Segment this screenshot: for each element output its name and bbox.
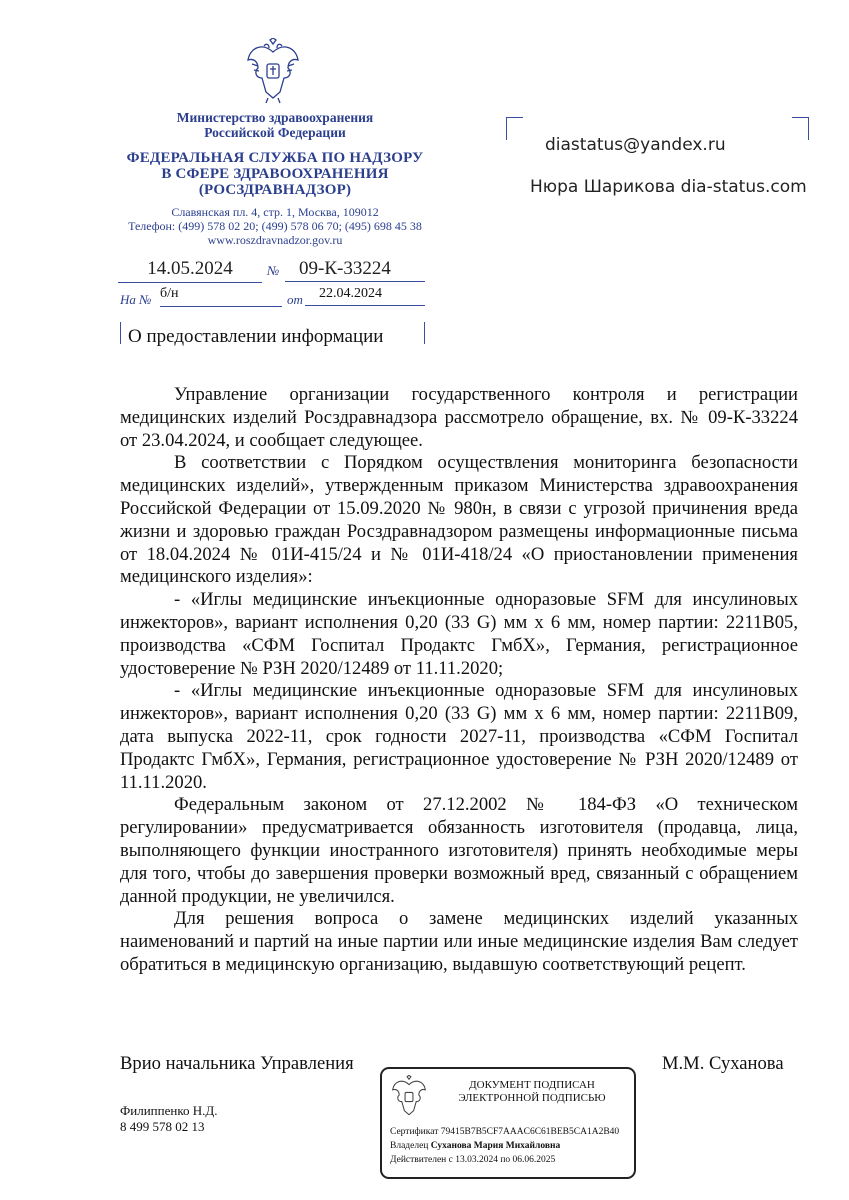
outgoing-number: 09-К-33224 [285,258,425,282]
subject-bracket-left [120,322,125,344]
website: www.roszdravnadzor.gov.ru [207,233,343,247]
list-item-1: - «Иглы медицинские инъекционные одноразовые SFM для инсулиновых инжекторов», вариант исполнения 0,20 (33 G) мм х 6 мм, номер партии: 2211В05, производства «СФМ Госпитал Продактс ГмбХ», Германия, регистрационное удостоверение № РЗН 2020/12489 от 11.11.2020; [120,589,798,679]
service-line3: (РОСЗДРАВНАДЗОР) [198,182,352,198]
service-line1: ФЕДЕРАЛЬНАЯ СЛУЖБА ПО НАДЗОРУ [126,150,424,166]
executor-phone: 8 499 578 02 13 [120,1119,205,1134]
paragraph-3: Федеральным законом от 27.12.2002 № 184-ФЗ «О техническом регулировании» предусматривается обязанность изготовителя (продавца, лица, выполняющего функции иностранного изготовителя) принять необходимые меры для того, чтобы до завершения проверки возможный вред, связанный с обращением данной продукции, не увеличился. [120,794,798,907]
stamp-validity: Действителен с 13.03.2024 по 06.06.2025 [390,1155,556,1165]
paragraph-2: В соответствии с Порядком осуществления мониторинга безопасности медицинских изделий», утвержденным приказом Министерства здравоохранения Российской Федерации от 15.09.2020 № 980н, в связи с угрозой причинения вреда жизни и здоровью граждан Росздравнадзором размещены информационные письма от 18.04.2024 № 01И-415/24 и № 01И-418/24 «О приостановлении применения медицинского изделия»: [120,452,798,588]
number-label: № [267,263,280,278]
executor-name: Филиппенко Н.Д. [120,1103,218,1118]
service-line2: В СФЕРЕ ЗДРАВООХРАНЕНИЯ [161,166,389,182]
stamp-owner-label: Владелец [390,1141,429,1151]
ref-number: б/н [160,286,282,307]
subject: О предоставлении информации [128,326,384,347]
addressee-corner-left [506,117,523,140]
ref-date: 22.04.2024 [305,286,425,306]
paragraph-1: Управление организации государственного контроля и регистрации медицинских изделий Росздравнадзора рассмотрело обращение, вх. № 09-К-33224 от 23.04.2024, и сообщает следующее. [120,384,798,451]
executor [120,1103,217,1135]
signatory-position: Врио начальника Управления [120,1053,354,1074]
stamp-title [442,1079,622,1105]
ministry-name [110,110,440,140]
stamp-title-line2: ЭЛЕКТРОННОЙ ПОДПИСЬЮ [458,1092,606,1104]
stamp-owner-line [390,1141,560,1151]
coat-of-arms-emblem [244,38,302,104]
service-name [110,150,440,198]
from-label: от [287,292,303,307]
subject-bracket-right [420,322,425,344]
addressee-email: diastatus@yandex.ru [545,135,726,155]
outgoing-date: 14.05.2024 [118,258,262,283]
e-signature-stamp [380,1067,636,1179]
ministry-line1: Министерство здравоохранения [176,110,374,125]
list-item-2: - «Иглы медицинские инъекционные одноразовые SFM для инсулиновых инжекторов», вариант исполнения 0,20 (33 G) мм х 6 мм, номер партии: 2211В09, дата выпуска 2022-11, срок годности 2027-11, производства «СФМ Госпитал Продактс ГмбХ», Германия, регистрационное удостоверение № РЗН 2020/12489 от 11.11.2020. [120,680,798,793]
address: Славянская пл. 4, стр. 1, Москва, 109012 [171,205,379,219]
stamp-owner: Суханова Мария Михайловна [430,1141,561,1151]
addressee-corner-right [792,117,809,140]
ministry-line2: Российской Федерации [204,125,346,140]
signatory-name: М.М. Суханова [662,1053,784,1074]
stamp-emblem-icon [390,1075,428,1119]
letter-body [120,384,798,977]
ref-label: На № [120,292,152,307]
paragraph-4: Для решения вопроса о замене медицинских изделий указанных наименований и партий на иные партии или иные медицинские изделия Вам следует обратиться в медицинскую организацию, выдавшую соответствующий рецепт. [120,908,798,975]
phones: Телефон: (499) 578 02 20; (499) 578 06 70; (495) 698 45 38 [128,219,422,233]
addressee-name: Нюра Шарикова dia-status.com [530,177,807,197]
stamp-certificate: Сертификат 79415B7B5CF7AAAC6C61BEB5CA1A2B40 [390,1127,620,1137]
contact-block [110,205,440,247]
stamp-title-line1: ДОКУМЕНТ ПОДПИСАН [469,1079,595,1091]
